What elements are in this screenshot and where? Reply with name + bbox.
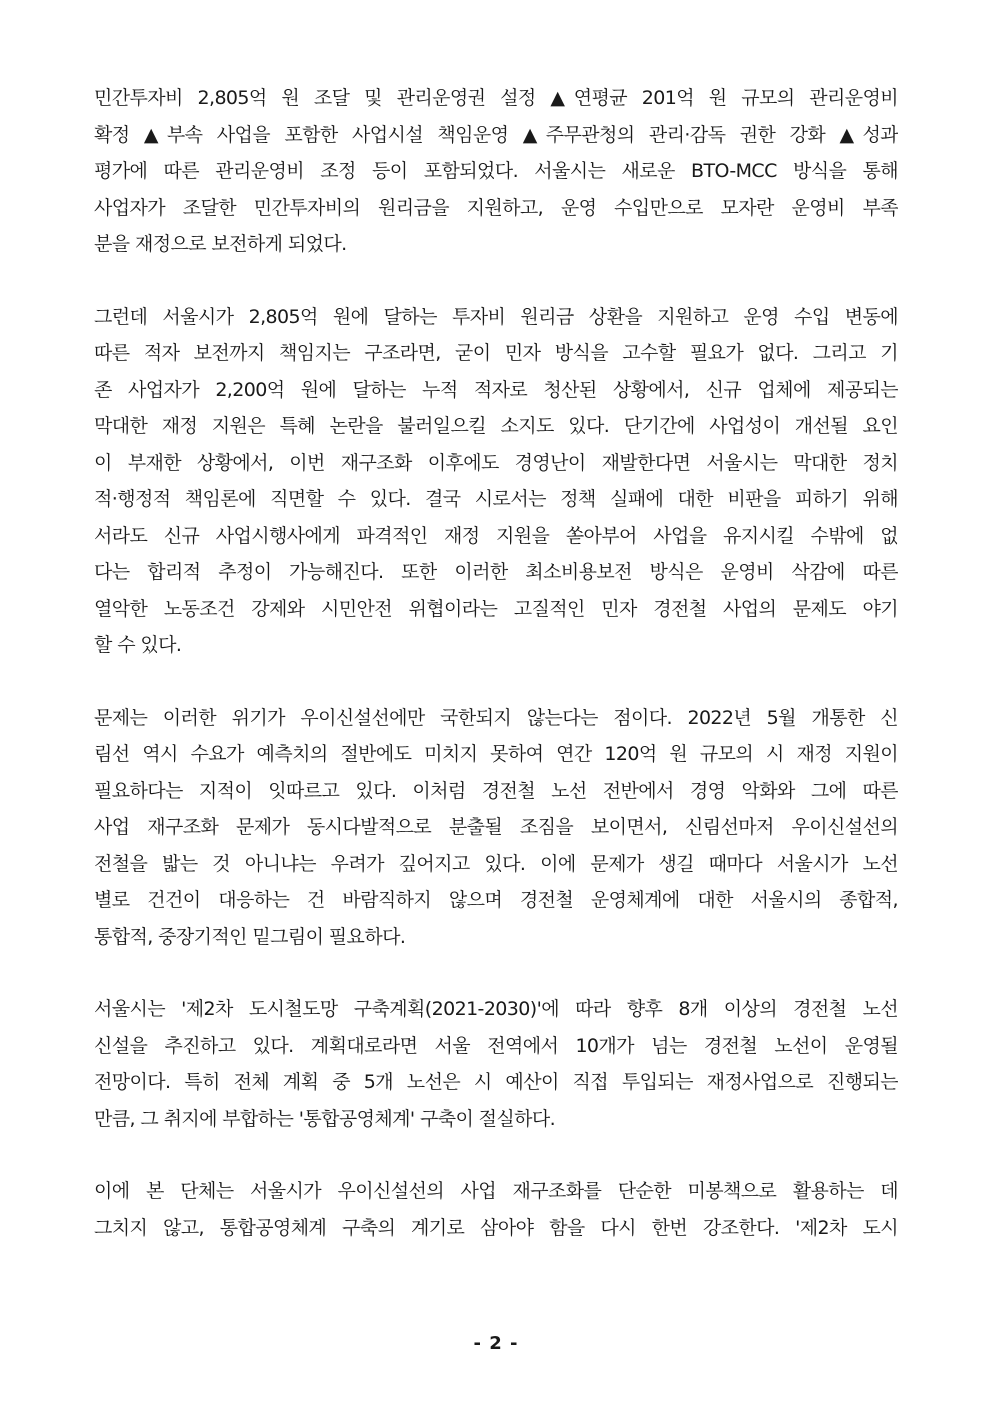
text-line: 이에 본 단체는 서울시가 우이신설선의 사업 재구조화를 단순한 미봉책으로 활용하는 데 <box>94 1180 898 1202</box>
text-line: 만큼, 그 취지에 부합하는 '통합공영체계' 구축이 절실하다. <box>94 1107 556 1130</box>
text-line: 존 사업자가 2,200억 원에 달하는 누적 적자로 청산된 상황에서, 신규 업체에 제공되는 <box>94 378 898 401</box>
text-line: 민간투자비 2,805억 원 조달 및 관리운영권 설정 ▲연평균 201억 원 규모의 관리운영비 <box>94 87 898 109</box>
paragraph-3 <box>94 700 898 956</box>
text-line: 따른 적자 보전까지 책임지는 구조라면, 굳이 민자 방식을 고수할 필요가 없다. 그리고 기 <box>94 342 898 364</box>
text-line: 통합적, 중장기적인 밑그림이 필요하다. <box>94 925 406 948</box>
text-line: 막대한 재정 지원은 특혜 논란을 불러일으킬 소지도 있다. 단기간에 사업성이 개선될 요인 <box>94 415 898 437</box>
text-line: 다는 합리적 추정이 가능해진다. 또한 이러한 최소비용보전 방식은 운영비 삭감에 따른 <box>94 561 898 583</box>
text-line: 그런데 서울시가 2,805억 원에 달하는 투자비 원리금 상환을 지원하고 운영 수입 변동에 <box>94 305 898 328</box>
paragraph-5 <box>94 1173 898 1246</box>
text-line: 할 수 있다. <box>94 634 182 656</box>
document-body <box>94 80 898 1282</box>
text-line: 사업 재구조화 문제가 동시다발적으로 분출될 조짐을 보이면서, 신림선마저 우이신설선의 <box>94 816 898 838</box>
text-line: 열악한 노동조건 강제와 시민안전 위협이라는 고질적인 민자 경전철 사업의 문제도 야기 <box>94 597 898 620</box>
text-line: 적·행정적 책임론에 직면할 수 있다. 결국 시로서는 정책 실패에 대한 비판을 피하기 위해 <box>94 488 898 510</box>
paragraph-4 <box>94 991 898 1137</box>
text-line: 분을 재정으로 보전하게 되었다. <box>94 233 347 255</box>
text-line: 림선 역시 수요가 예측치의 절반에도 미치지 못하여 연간 120억 원 규모의 시 재정 지원이 <box>94 743 898 765</box>
paragraph-1 <box>94 80 898 263</box>
paragraph-2 <box>94 299 898 664</box>
text-line: 평가에 따른 관리운영비 조정 등이 포함되었다. 서울시는 새로운 BTO-MCC 방식을 통해 <box>94 160 898 182</box>
text-line: 전망이다. 특히 전체 계획 중 5개 노선은 시 예산이 직접 투입되는 재정사업으로 진행되는 <box>94 1071 898 1093</box>
text-line: 사업자가 조달한 민간투자비의 원리금을 지원하고, 운영 수입만으로 모자란 운영비 부족 <box>94 196 898 219</box>
page-number: - 2 - <box>473 1333 519 1354</box>
text-line: 필요하다는 지적이 잇따르고 있다. 이처럼 경전철 노선 전반에서 경영 악화와 그에 따른 <box>94 779 898 802</box>
text-line: 서라도 신규 사업시행사에게 파격적인 재정 지원을 쏟아부어 사업을 유지시킬 수밖에 없 <box>94 524 898 547</box>
text-line: 서울시는 '제2차 도시철도망 구축계획(2021-2030)'에 따라 향후 8개 이상의 경전철 노선 <box>94 998 898 1020</box>
text-line: 문제는 이러한 위기가 우이신설선에만 국한되지 않는다는 점이다. 2022년 5월 개통한 신 <box>94 706 898 729</box>
text-line: 별로 건건이 대응하는 건 바람직하지 않으며 경전철 운영체계에 대한 서울시의 종합적, <box>94 889 898 911</box>
text-line: 그치지 않고, 통합공영체계 구축의 계기로 삼아야 함을 다시 한번 강조한다. '제2차 도시 <box>94 1216 898 1239</box>
text-line: 이 부재한 상황에서, 이번 재구조화 이후에도 경영난이 재발한다면 서울시는 막대한 정치 <box>94 451 898 474</box>
text-line: 전철을 밟는 것 아니냐는 우려가 깊어지고 있다. 이에 문제가 생길 때마다 서울시가 노선 <box>94 852 898 875</box>
text-line: 확정 ▲부속 사업을 포함한 사업시설 책임운영 ▲주무관청의 관리·감독 권한 강화 ▲성과 <box>94 123 898 146</box>
text-line: 신설을 추진하고 있다. 계획대로라면 서울 전역에서 10개가 넘는 경전철 노선이 운영될 <box>94 1034 898 1057</box>
